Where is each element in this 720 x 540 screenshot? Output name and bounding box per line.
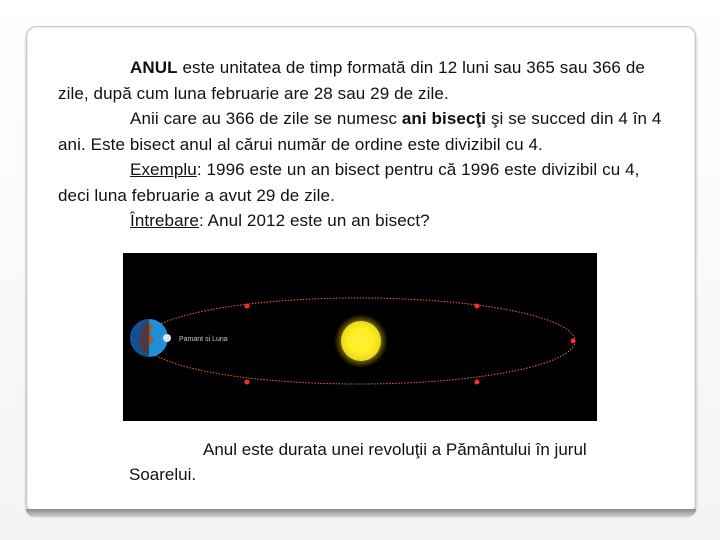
term-ani-bisecti: ani bisecţi (401, 109, 487, 128)
orbit-markers (245, 304, 576, 385)
orbit-marker (245, 304, 250, 309)
sun (334, 314, 388, 368)
orbit-marker (571, 339, 576, 344)
orbit-diagram (123, 253, 597, 421)
paragraph-question: Întrebare: Anul 2012 este un an bisect? (130, 211, 430, 230)
earth (130, 319, 168, 357)
moon (163, 334, 171, 342)
orbit-marker (475, 304, 480, 309)
example-label: Exemplu (130, 160, 197, 179)
slide-bottom-bar (26, 509, 696, 517)
paragraph-example: Exemplu: 1996 este un an bisect pentru că 1996 este divizibil cu 4, deci luna februarie a avut 29 de zile. (58, 160, 640, 205)
orbit-marker (475, 380, 480, 385)
orbit-marker (245, 380, 250, 385)
term-anul: ANUL (130, 58, 178, 77)
caption-text: Anul este durata unei revoluţii a Pământului în jurul Soarelui. (129, 440, 587, 484)
paragraph-leap-years: Anii care au 366 de zile se numesc ani bisecţi şi se succed din 4 în 4 ani. Este bisect anul al cărui număr de ordine este divizibil cu 4. (58, 109, 662, 154)
caption (129, 437, 609, 487)
question-label: Întrebare (130, 211, 199, 230)
earth-label: Pamant si Luna (179, 336, 228, 343)
paragraph-definition: ANUL este unitatea de timp formată din 12 luni sau 365 sau 366 de zile, după cum luna februarie are 28 sau 29 de zile. (58, 58, 645, 103)
slide-body-text (58, 55, 668, 234)
orbit-diagram-svg (123, 253, 597, 421)
